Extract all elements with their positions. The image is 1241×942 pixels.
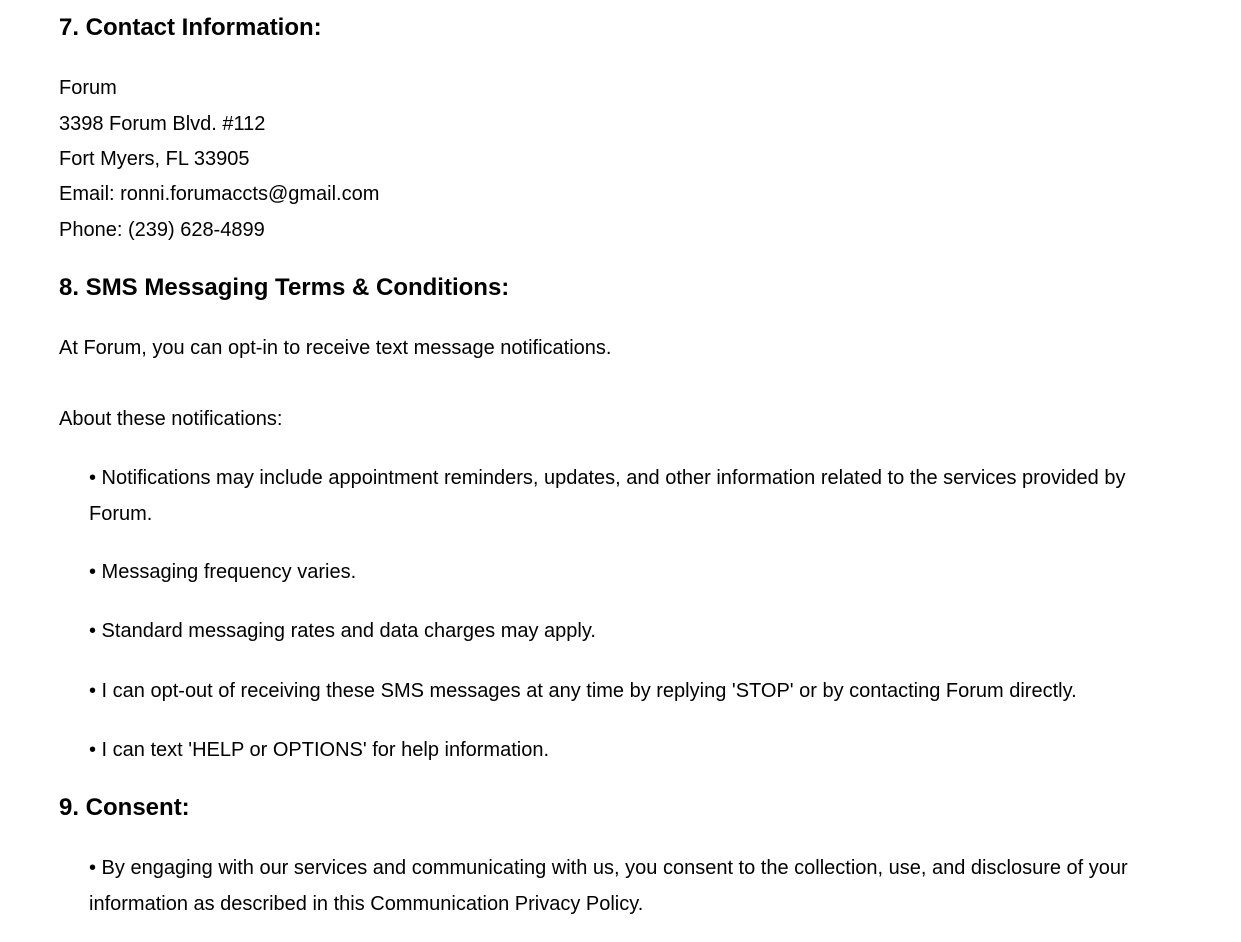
consent-bullet: • By engaging with our services and communicating with us, you consent to the collection, use, and disclosure of your information as described in this Communication Privacy Policy. bbox=[89, 857, 1128, 915]
contact-address-line-1: 3398 Forum Blvd. #112 bbox=[59, 113, 266, 135]
sms-bullet-opt-out: • I can opt-out of receiving these SMS messages at any time by replying 'STOP' or by contacting Forum directly. bbox=[89, 680, 1077, 702]
contact-address-line-2: Fort Myers, FL 33905 bbox=[59, 148, 250, 170]
sms-bullet-rates: • Standard messaging rates and data charges may apply. bbox=[89, 620, 596, 642]
sms-bullet-help: • I can text 'HELP or OPTIONS' for help information. bbox=[89, 739, 550, 761]
sms-intro: At Forum, you can opt-in to receive text message notifications. bbox=[59, 337, 612, 359]
sms-heading: 8. SMS Messaging Terms & Conditions: bbox=[59, 274, 510, 301]
sms-bullet-notifications: • Notifications may include appointment reminders, updates, and other information related to the services provided by Forum. bbox=[89, 467, 1126, 525]
contact-email: Email: ronni.forumaccts@gmail.com bbox=[59, 183, 380, 205]
sms-about: About these notifications: bbox=[59, 408, 283, 430]
contact-heading: 7. Contact Information: bbox=[59, 14, 322, 41]
consent-heading: 9. Consent: bbox=[59, 794, 190, 821]
sms-bullet-frequency: • Messaging frequency varies. bbox=[89, 561, 357, 583]
contact-phone: Phone: (239) 628-4899 bbox=[59, 219, 265, 241]
contact-name: Forum bbox=[59, 77, 117, 99]
